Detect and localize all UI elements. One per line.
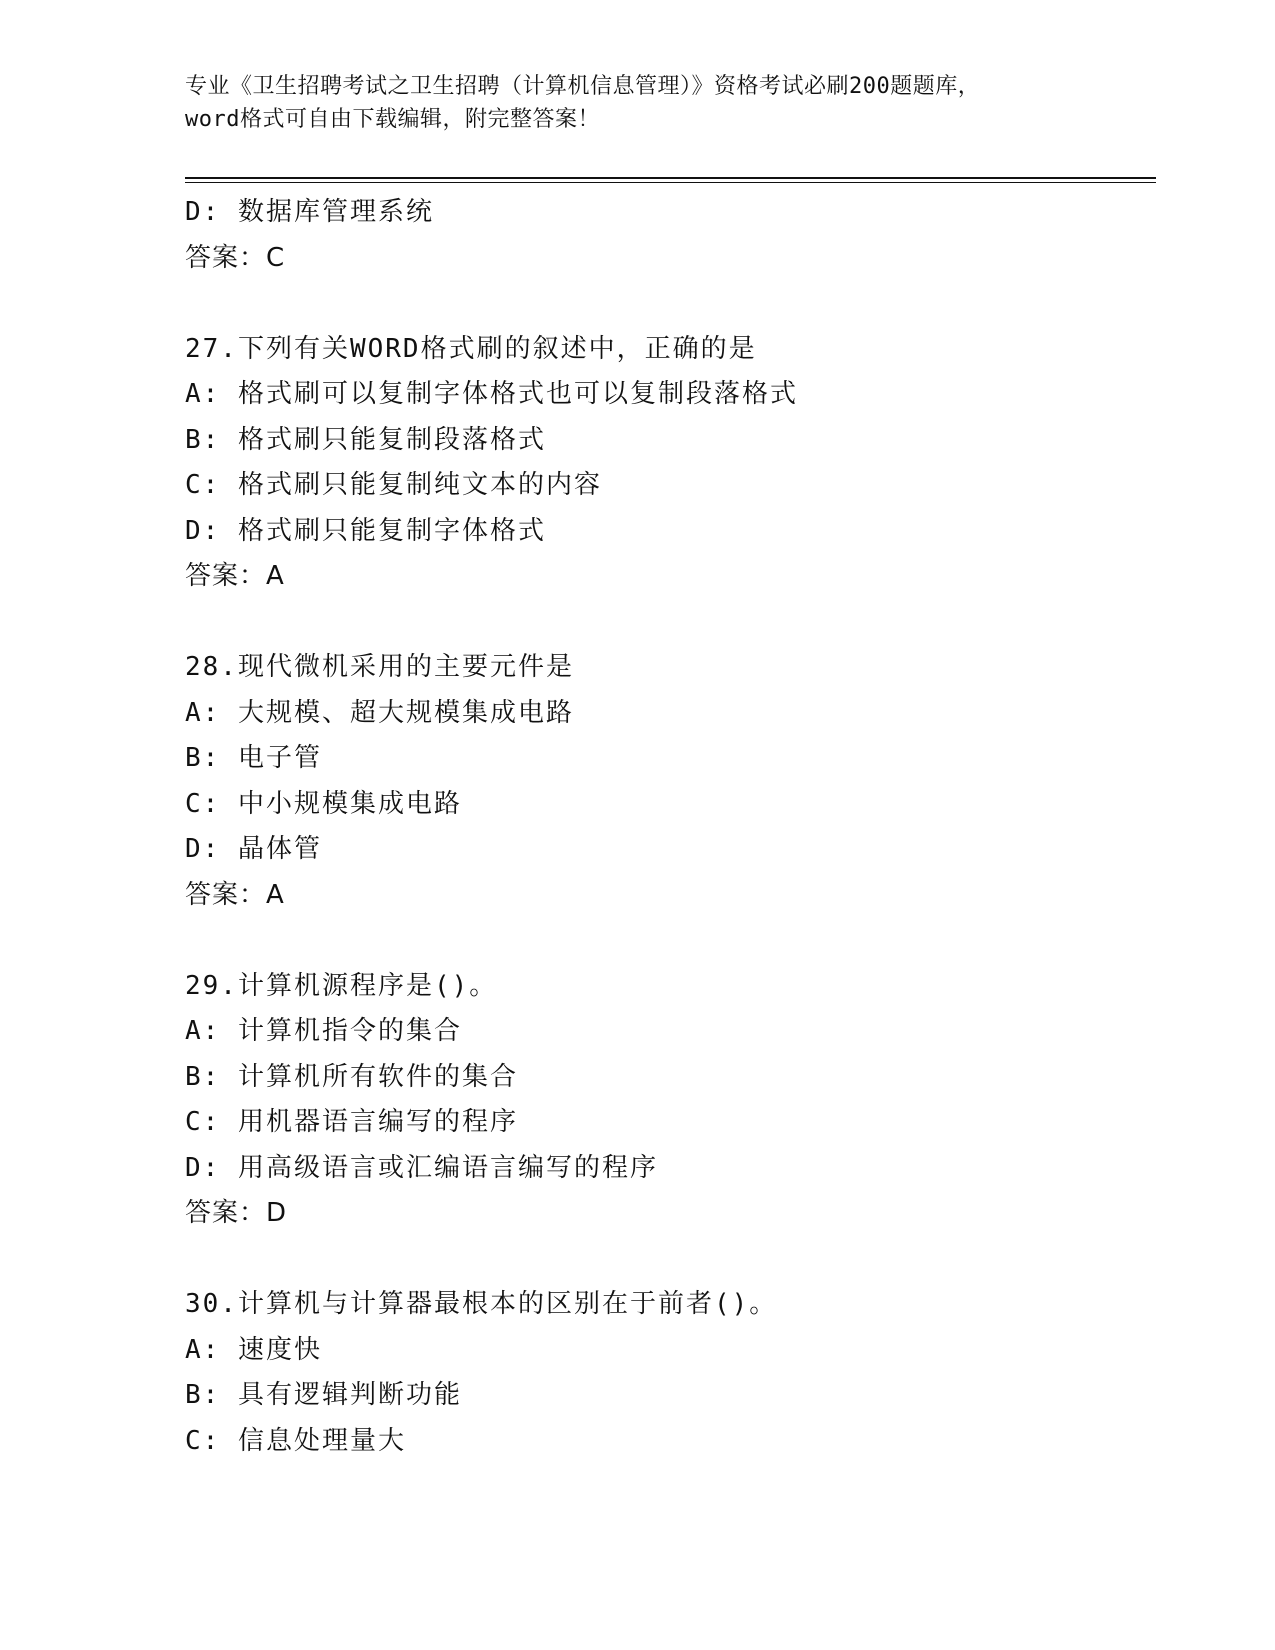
option-d: D: 用高级语言或汇编语言编写的程序 [185,1152,658,1183]
question-stem: 28.现代微机采用的主要元件是 [185,652,574,682]
option-b: B: 计算机所有软件的集合 [185,1061,518,1092]
spacer [185,281,1145,327]
header-title-line-1: 专业《卫生招聘考试之卫生招聘（计算机信息管理）》资格考试必刷200题题库， [185,74,981,99]
question-list [185,190,1145,1464]
spacer [185,600,1145,646]
answer-line: 答案：D [185,1198,288,1228]
header-title-line-2: word格式可自由下载编辑，附完整答案！ [185,107,600,132]
option-d: D: 数据库管理系统 [185,197,434,227]
question-29 [185,964,1145,1237]
document-header [185,70,1085,136]
option-a: A: 计算机指令的集合 [185,1016,462,1046]
header-rule-thin [185,182,1156,183]
prev-question-tail [185,190,1145,281]
spacer [185,1237,1145,1283]
option-c: C: 信息处理量大 [185,1425,406,1456]
question-30 [185,1282,1145,1464]
option-d: D: 晶体管 [185,834,322,864]
option-c: C: 用机器语言编写的程序 [185,1107,518,1137]
answer-line: 答案：A [185,561,285,591]
question-28 [185,645,1145,918]
option-d: D: 格式刷只能复制字体格式 [185,515,546,546]
option-c: C: 中小规模集成电路 [185,788,462,819]
question-stem: 27.下列有关WORD格式刷的叙述中，正确的是 [185,333,757,364]
option-b: B: 具有逻辑判断功能 [185,1380,462,1410]
question-27 [185,327,1145,600]
question-stem: 29.计算机源程序是()。 [185,970,498,1001]
option-c: C: 格式刷只能复制纯文本的内容 [185,470,602,500]
header-rule-thick [185,177,1156,179]
answer-line: 答案：C [185,242,286,273]
option-a: A: 格式刷可以复制字体格式也可以复制段落格式 [185,379,798,409]
answer-line: 答案：A [185,879,285,910]
question-stem: 30.计算机与计算器最根本的区别在于前者()。 [185,1289,778,1319]
option-b: B: 电子管 [185,743,322,773]
option-b: B: 格式刷只能复制段落格式 [185,424,546,455]
spacer [185,918,1145,964]
option-a: A: 速度快 [185,1334,322,1365]
option-a: A: 大规模、超大规模集成电路 [185,697,574,728]
